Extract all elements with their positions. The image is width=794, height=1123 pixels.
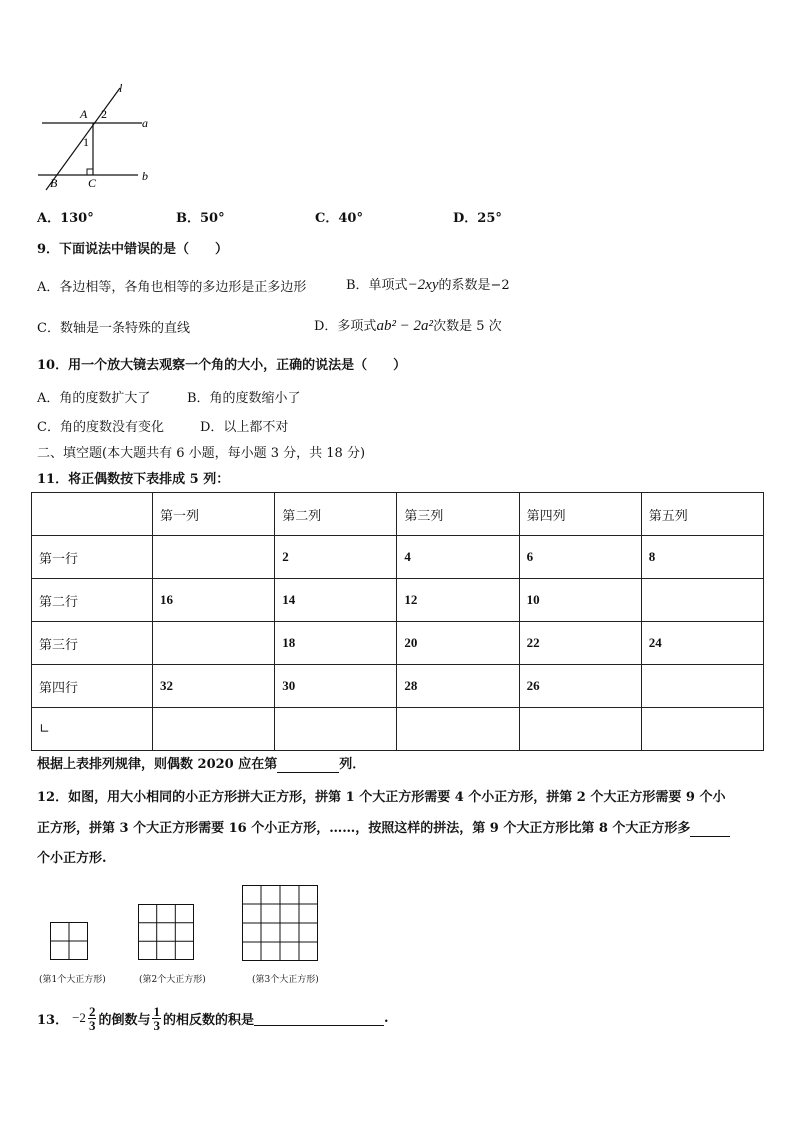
q13-post: 的相反数的积是 bbox=[162, 1012, 254, 1028]
q13-fraction-2 bbox=[152, 1005, 161, 1032]
table-row bbox=[32, 536, 764, 579]
q9-stem: 9．下面说法中错误的是（ ） bbox=[37, 242, 229, 257]
q8-option-a: A．130° bbox=[37, 211, 94, 226]
table-cell bbox=[275, 708, 397, 751]
q9-option-b-post: 的系数是−2 bbox=[438, 278, 510, 293]
table-cell: 8 bbox=[641, 536, 763, 579]
answer-blank[interactable] bbox=[690, 821, 730, 837]
label-B: B bbox=[50, 176, 58, 190]
table-cell: 28 bbox=[397, 665, 519, 708]
table-row bbox=[32, 708, 764, 751]
q9-option-b bbox=[346, 274, 510, 294]
q9-option-d-pre: D．多项式 bbox=[314, 319, 377, 334]
caption-square-1: (第1个大正方形) bbox=[39, 975, 106, 985]
row-label: 第四行 bbox=[32, 665, 153, 708]
row-label: 第二行 bbox=[32, 579, 153, 622]
label-1: 1 bbox=[83, 135, 89, 149]
square-figure-1 bbox=[50, 922, 88, 960]
q13-end: . bbox=[383, 1010, 389, 1026]
q10-option-a: A．角的度数扩大了 bbox=[37, 391, 151, 406]
table-cell: 32 bbox=[153, 665, 275, 708]
caption-square-3: (第3个大正方形) bbox=[252, 975, 319, 985]
table-row bbox=[32, 665, 764, 708]
table-cell: 12 bbox=[397, 579, 519, 622]
q13-fraction-1 bbox=[88, 1005, 97, 1032]
label-l: l bbox=[119, 81, 123, 95]
table-header-row bbox=[32, 493, 764, 536]
q9-option-a: A．各边相等，各角也相等的多边形是正多边形 bbox=[37, 280, 307, 295]
q12-line-3: 个小正方形. bbox=[37, 851, 107, 866]
q11-question bbox=[37, 753, 365, 773]
even-number-table bbox=[31, 492, 764, 751]
table-cell: 20 bbox=[397, 622, 519, 665]
caption-square-2: (第2个大正方形) bbox=[139, 975, 206, 985]
table-cell bbox=[641, 665, 763, 708]
table-cell: 14 bbox=[275, 579, 397, 622]
right-angle-mark bbox=[87, 169, 93, 175]
table-header-cell: 第五列 bbox=[641, 493, 763, 536]
label-C: C bbox=[88, 176, 97, 190]
q10-option-d: D．以上都不对 bbox=[200, 420, 289, 435]
table-cell: 24 bbox=[641, 622, 763, 665]
q13-number: 13． bbox=[37, 1012, 69, 1028]
table-cell bbox=[153, 536, 275, 579]
table-row bbox=[32, 579, 764, 622]
table-cell bbox=[641, 708, 763, 751]
table-cell bbox=[397, 708, 519, 751]
q11-question-pre: 根据上表排列规律，则偶数 2020 应在第 bbox=[37, 757, 278, 772]
q8-option-b: B．50° bbox=[176, 211, 225, 226]
q12-line-2 bbox=[37, 817, 730, 837]
q9-option-d bbox=[314, 315, 502, 335]
table-cell bbox=[641, 579, 763, 622]
table-cell: 22 bbox=[519, 622, 641, 665]
table-cell: 10 bbox=[519, 579, 641, 622]
table-header-cell: 第四列 bbox=[519, 493, 641, 536]
table-row bbox=[32, 622, 764, 665]
parallel-lines-figure bbox=[30, 80, 170, 195]
q12-line-1: 12．如图，用大小相同的小正方形拼大正方形，拼第 1 个大正方形需要 4 个小正方形，拼第 2 个大正方形需要 9 个小 bbox=[37, 790, 726, 805]
section-heading: 二、填空题(本大题共有 6 小题，每小题 3 分，共 18 分) bbox=[37, 446, 366, 461]
q11-question-post: 列． bbox=[339, 757, 366, 772]
q9-option-b-pre: B．单项式 bbox=[346, 278, 408, 293]
table-cell bbox=[153, 708, 275, 751]
q10-option-b: B．角的度数缩小了 bbox=[187, 391, 301, 406]
table-cell: 6 bbox=[519, 536, 641, 579]
table-cell bbox=[519, 708, 641, 751]
q13-mid: 的倒数与 bbox=[98, 1012, 151, 1028]
fraction-numerator: 2 bbox=[88, 1003, 96, 1019]
answer-blank[interactable] bbox=[254, 1010, 384, 1026]
table-cell: 30 bbox=[275, 665, 397, 708]
label-2: 2 bbox=[101, 107, 107, 121]
row-label: 第一行 bbox=[32, 536, 153, 579]
fraction-numerator: 1 bbox=[153, 1003, 160, 1019]
table-cell: 2 bbox=[275, 536, 397, 579]
square-figure-3 bbox=[242, 885, 318, 961]
q8-option-c: C．40° bbox=[315, 211, 363, 226]
row-label: ∟ bbox=[32, 708, 153, 751]
fraction-denominator: 3 bbox=[88, 1017, 96, 1033]
table-cell: 26 bbox=[519, 665, 641, 708]
fraction-denominator: 3 bbox=[153, 1017, 160, 1033]
label-A: A bbox=[80, 107, 88, 121]
q10-stem: 10．用一个放大镜去观察一个角的大小，正确的说法是（ ） bbox=[37, 358, 407, 373]
q8-option-d: D．25° bbox=[453, 211, 502, 226]
label-a: a bbox=[142, 116, 148, 130]
row-label: 第三行 bbox=[32, 622, 153, 665]
table-cell: 18 bbox=[275, 622, 397, 665]
table-header-cell: 第二列 bbox=[275, 493, 397, 536]
square-figure-2 bbox=[138, 904, 194, 960]
q9-option-b-expr: −2xy bbox=[407, 277, 439, 293]
label-b: b bbox=[142, 169, 148, 183]
table-header-cell: 第一列 bbox=[153, 493, 275, 536]
q11-stem: 11．将正偶数按下表排成 5 列： bbox=[37, 472, 230, 487]
q13 bbox=[37, 998, 389, 1038]
q9-option-d-expr: ab² − 2a² bbox=[376, 318, 434, 334]
table-cell: 16 bbox=[153, 579, 275, 622]
answer-blank[interactable] bbox=[277, 757, 339, 773]
table-cell bbox=[153, 622, 275, 665]
q10-option-c: C．角的度数没有变化 bbox=[37, 420, 164, 435]
table-cell: 4 bbox=[397, 536, 519, 579]
q13-whole: −2 bbox=[72, 1010, 86, 1025]
table-header-cell bbox=[32, 493, 153, 536]
q9-option-d-post: 次数是 5 次 bbox=[433, 319, 502, 334]
q12-line-2-text: 正方形，拼第 3 个大正方形需要 16 个小正方形，……，按照这样的拼法，第 9 个大正方形比第 8 个大正方形多 bbox=[37, 821, 691, 836]
q9-option-c: C．数轴是一条特殊的直线 bbox=[37, 321, 190, 336]
table-header-cell: 第三列 bbox=[397, 493, 519, 536]
